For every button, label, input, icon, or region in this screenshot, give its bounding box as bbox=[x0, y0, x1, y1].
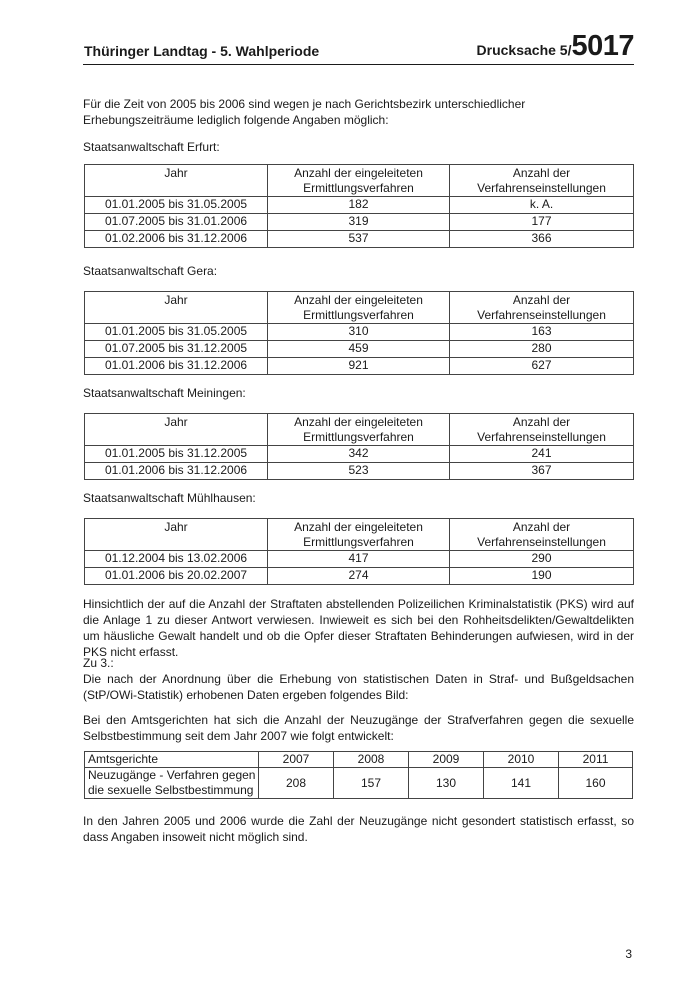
table-header-row bbox=[85, 752, 633, 768]
table-cell: 241 bbox=[450, 446, 634, 463]
column-header-verfahren bbox=[268, 165, 450, 197]
table-cell: 01.01.2006 bis 31.12.2006 bbox=[85, 358, 268, 375]
column-header-jahr: Jahr bbox=[85, 414, 268, 446]
column-header-line: Anzahl der eingeleiteten bbox=[294, 293, 423, 307]
column-header-line: Verfahrenseinstellungen bbox=[477, 430, 606, 444]
table-cell: 01.01.2006 bis 31.12.2006 bbox=[85, 463, 268, 480]
table-cell: 01.12.2004 bis 13.02.2006 bbox=[85, 551, 268, 568]
document-number-label: Drucksache 5/ bbox=[476, 42, 572, 58]
table-gera bbox=[84, 291, 634, 375]
column-header-line: Anzahl der bbox=[512, 166, 571, 180]
table-cell: 160 bbox=[559, 768, 633, 799]
table-row bbox=[85, 197, 634, 214]
table-cell: 459 bbox=[268, 341, 450, 358]
column-header-line: Anzahl der eingeleiteten bbox=[294, 166, 423, 180]
table-cell: 290 bbox=[450, 551, 634, 568]
table-erfurt bbox=[84, 164, 634, 248]
amtsgerichte-intro: Bei den Amtsgerichten hat sich die Anzahl der Neuzugänge der Strafverfahren gegen die sexuelle Selbstbestimmung seit dem Jahr 2007 wie folgt entwickelt: bbox=[83, 713, 634, 743]
row-label-line: die sexuelle Selbstbestimmung bbox=[88, 783, 254, 797]
table-cell: 01.07.2005 bis 31.01.2006 bbox=[85, 214, 268, 231]
column-header-line: Anzahl der bbox=[512, 520, 571, 534]
table-cell: 177 bbox=[450, 214, 634, 231]
column-header-line: Ermittlungsverfahren bbox=[303, 535, 414, 549]
document-number bbox=[477, 32, 634, 61]
table-cell: 01.02.2006 bis 31.12.2006 bbox=[85, 231, 268, 248]
column-header-line: Anzahl der bbox=[512, 415, 571, 429]
year-header: 2007 bbox=[259, 752, 334, 768]
table-cell: 310 bbox=[268, 324, 450, 341]
table-cell: 01.01.2006 bis 20.02.2007 bbox=[85, 568, 268, 585]
table-cell: 130 bbox=[409, 768, 484, 799]
year-header: 2011 bbox=[559, 752, 633, 768]
year-header: 2010 bbox=[484, 752, 559, 768]
column-header-einstellungen bbox=[450, 519, 634, 551]
table-header-row bbox=[85, 519, 634, 551]
table-cell: 342 bbox=[268, 446, 450, 463]
table-amtsgerichte bbox=[84, 751, 633, 799]
table-cell: 182 bbox=[268, 197, 450, 214]
table-row bbox=[85, 341, 634, 358]
table-cell: 366 bbox=[450, 231, 634, 248]
table-row bbox=[85, 231, 634, 248]
table-cell: 367 bbox=[450, 463, 634, 480]
table-row bbox=[85, 446, 634, 463]
table-row bbox=[85, 463, 634, 480]
table-muehlhausen bbox=[84, 518, 634, 585]
table-row bbox=[85, 214, 634, 231]
column-header-line: Anzahl der eingeleiteten bbox=[294, 415, 423, 429]
table-cell: 274 bbox=[268, 568, 450, 585]
column-header-line: Ermittlungsverfahren bbox=[303, 430, 414, 444]
column-header-line: Ermittlungsverfahren bbox=[303, 181, 414, 195]
section-heading-erfurt: Staatsanwaltschaft Erfurt: bbox=[83, 140, 220, 154]
table-row bbox=[85, 568, 634, 585]
table-cell: 208 bbox=[259, 768, 334, 799]
column-header-line: Verfahrenseinstellungen bbox=[477, 181, 606, 195]
header-title: Thüringer Landtag - 5. Wahlperiode bbox=[84, 43, 320, 59]
zu-3-paragraph: Die nach der Anordnung über die Erhebung von statistischen Daten in Straf- und Bußgeldsachen (StP/OWi-Statistik) erhobenen Daten ergeben folgendes Bild: bbox=[83, 672, 634, 702]
table-cell: 523 bbox=[268, 463, 450, 480]
column-header-jahr: Jahr bbox=[85, 292, 268, 324]
page-header bbox=[83, 30, 634, 65]
column-header-line: Verfahrenseinstellungen bbox=[477, 535, 606, 549]
table-cell: 280 bbox=[450, 341, 634, 358]
column-header-verfahren bbox=[268, 519, 450, 551]
table-cell: 190 bbox=[450, 568, 634, 585]
section-heading-meiningen: Staatsanwaltschaft Meiningen: bbox=[83, 386, 246, 400]
pks-paragraph: Hinsichtlich der auf die Anzahl der Straftaten abstellenden Polizeilichen Kriminalstatistik (PKS) wird auf die Anlage 1 zu dieser Antwort verwiesen. Inwieweit es sich bei den Rohheitsdelikten/Gewaltdelikten um häusliche Gewalt handelt und ob die Opfer dieser Straftaten Behinderungen aufwiesen, wird in der PKS nicht erfasst. bbox=[83, 597, 634, 659]
section-heading-gera: Staatsanwaltschaft Gera: bbox=[83, 264, 218, 278]
table-cell: 01.01.2005 bis 31.05.2005 bbox=[85, 197, 268, 214]
table-header-label: Amtsgerichte bbox=[85, 752, 259, 768]
row-label-line: Neuzugänge - Verfahren gegen bbox=[88, 768, 256, 782]
table-cell: 537 bbox=[268, 231, 450, 248]
column-header-verfahren bbox=[268, 292, 450, 324]
table-cell: 141 bbox=[484, 768, 559, 799]
table-header-row bbox=[85, 165, 634, 197]
table-cell: 627 bbox=[450, 358, 634, 375]
table-header-row bbox=[85, 414, 634, 446]
column-header-jahr: Jahr bbox=[85, 519, 268, 551]
table-cell: 163 bbox=[450, 324, 634, 341]
table-cell: 01.01.2005 bis 31.12.2005 bbox=[85, 446, 268, 463]
column-header-line: Verfahrenseinstellungen bbox=[477, 308, 606, 322]
table-cell: 417 bbox=[268, 551, 450, 568]
document-number-value: 5017 bbox=[571, 30, 634, 62]
closing-paragraph: In den Jahren 2005 und 2006 wurde die Zahl der Neuzugänge nicht gesondert statistisch erfasst, so dass Angaben insoweit nicht möglich sind. bbox=[83, 814, 634, 844]
table-cell: k. A. bbox=[450, 197, 634, 214]
table-cell: 921 bbox=[268, 358, 450, 375]
table-cell: 157 bbox=[334, 768, 409, 799]
answer-heading-zu-3: Zu 3.: bbox=[83, 656, 114, 670]
page-number: 3 bbox=[625, 947, 632, 961]
table-meiningen bbox=[84, 413, 634, 480]
table-row bbox=[85, 324, 634, 341]
column-header-einstellungen bbox=[450, 414, 634, 446]
year-header: 2008 bbox=[334, 752, 409, 768]
column-header-line: Anzahl der eingeleiteten bbox=[294, 520, 423, 534]
table-cell: 01.07.2005 bis 31.12.2005 bbox=[85, 341, 268, 358]
column-header-verfahren bbox=[268, 414, 450, 446]
year-header: 2009 bbox=[409, 752, 484, 768]
column-header-line: Ermittlungsverfahren bbox=[303, 308, 414, 322]
column-header-line: Anzahl der bbox=[512, 293, 571, 307]
intro-paragraph: Für die Zeit von 2005 bis 2006 sind wegen je nach Gerichtsbezirk unterschiedlicher Erhebungszeiträume lediglich folgende Angaben möglich: bbox=[83, 97, 526, 127]
column-header-jahr: Jahr bbox=[85, 165, 268, 197]
column-header-einstellungen bbox=[450, 292, 634, 324]
column-header-einstellungen bbox=[450, 165, 634, 197]
table-header-row bbox=[85, 292, 634, 324]
table-row bbox=[85, 358, 634, 375]
row-label bbox=[85, 768, 259, 799]
table-cell: 319 bbox=[268, 214, 450, 231]
table-row bbox=[85, 768, 633, 799]
section-heading-muehlhausen: Staatsanwaltschaft Mühlhausen: bbox=[83, 491, 256, 505]
table-row bbox=[85, 551, 634, 568]
table-cell: 01.01.2005 bis 31.05.2005 bbox=[85, 324, 268, 341]
